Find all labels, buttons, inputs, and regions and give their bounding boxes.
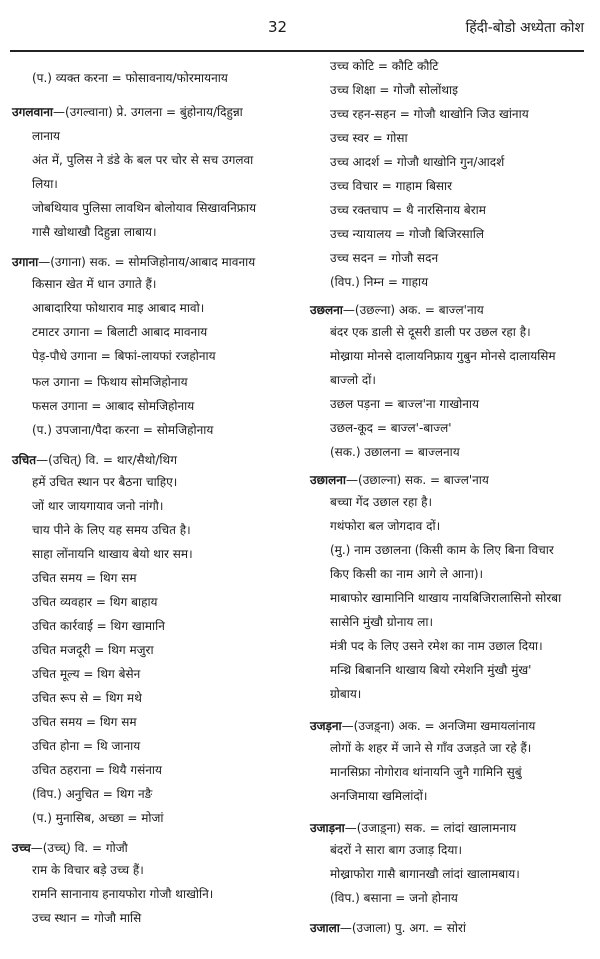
entry-text: लानाय <box>32 129 60 143</box>
entry-line <box>310 250 438 266</box>
entry-headword-line <box>12 104 243 120</box>
entry-line <box>310 82 458 98</box>
entry-line <box>12 738 140 754</box>
entry-line <box>12 810 164 826</box>
headword: उजाला <box>310 921 340 935</box>
entry-line <box>310 226 484 242</box>
entry-text: मोख्राफोरा गासै बागानखौ लांदां खालामबाय। <box>330 867 520 881</box>
entry-text: उच्च स्वर = गोसा <box>330 131 408 145</box>
entry-text: किसान खेत में धान उगाते हैं। <box>32 277 157 291</box>
entry-text: (मु.) नाम उछालना (किसी काम के लिए बिना विचार <box>330 543 554 557</box>
entry-text: अनजिमाया खमिलांदों। <box>330 789 428 803</box>
entry-text: मन्थ्रि बिबाननि थाखाय बियो रमेशनि मुंखौ मुंख' <box>330 663 532 677</box>
header-rule <box>10 50 584 52</box>
entry-line <box>12 690 142 706</box>
entry-text: (प.) उपजाना/पैदा करना = सोमजिहोनाय <box>32 423 214 437</box>
entry-text: —(उछल्ना) अक. = बाज्ल'नाय <box>342 303 484 317</box>
entry-text: उचित समय = थिग सम <box>32 715 137 729</box>
entry-text: —(उजाड़्ना) सक. = लांदां खालामनाय <box>344 821 517 835</box>
entry-headword-line <box>310 718 535 734</box>
entry-line <box>310 348 556 364</box>
headword: उगलवाना <box>12 105 54 119</box>
entry-line <box>310 638 543 654</box>
entry-text: राम के विचार बड़े उच्च हैं। <box>32 863 144 877</box>
entry-line <box>12 498 163 514</box>
entry-line <box>310 58 438 74</box>
entry-line <box>310 842 462 858</box>
entry-line <box>310 420 452 436</box>
entry-line <box>12 276 156 292</box>
entry-text: हमें उचित स्थान पर बैठना चाहिए। <box>32 475 178 489</box>
entry-text: —(उछाल्ना) सक. = बाज्ल'नाय <box>346 473 489 487</box>
entry-line <box>310 518 440 534</box>
entry-text: उच्च कोटि = कौटि कौटि <box>330 59 439 73</box>
entry-line <box>310 764 522 780</box>
entry-text: टमाटर उगाना = बिलाटी आबाद मावनाय <box>32 325 208 339</box>
entry-text: —(उजड़्ना) अक. = अनजिमा खमायलांनाय <box>341 719 536 733</box>
entry-text: पेड़-पौधे उगाना = बिफां-लायफां रजहोनाय <box>32 349 216 363</box>
entry-text: फल उगाना = फिथाय सोमजिहोनाय <box>32 375 188 389</box>
entry-text: (विप.) अनुचित = थिग नङै <box>32 787 153 801</box>
entry-line <box>310 686 361 702</box>
entry-line <box>310 590 561 606</box>
entry-text: मानसिफ्रा नोगोराव थांनायनि जुनै गामिनि सुबुं <box>330 765 522 779</box>
book-title: हिंदी-बोडो अध्येता कोश <box>465 20 584 36</box>
headword: उजड़ना <box>310 719 342 733</box>
entry-text: रामनि सानानाय हनायफोरा गोजौ थाखोनि। <box>32 887 214 901</box>
entry-line <box>12 70 228 86</box>
entry-line <box>12 348 216 364</box>
entry-text: साहा लोंनायनि थाखाय बेयो थार सम। <box>32 547 193 561</box>
entry-text: —(उजाला) पु. अग. = सोरां <box>339 921 466 935</box>
entry-text: उच्च रक्तचाप = थै नारसिनाय बेराम <box>330 203 486 217</box>
entry-line <box>310 324 531 340</box>
entry-line <box>310 154 504 170</box>
entry-text: —(उच्च्) वि. = गोजौ <box>30 841 128 855</box>
entry-line <box>310 494 432 510</box>
entry-text: उच्च शिक्षा = गोजौ सोलोंथाइ <box>330 83 459 97</box>
entry-line <box>310 614 433 630</box>
entry-text: उच्च आदर्श = गोजौ थाखोनि गुन/आदर्श <box>330 155 505 169</box>
entry-line <box>12 200 256 216</box>
entry-text: अंत में, पुलिस ने डंडे के बल पर चोर से सच उगलवा <box>32 153 254 167</box>
headword: उच्च <box>12 841 31 855</box>
entry-text: (विप.) बसाना = जनो होनाय <box>330 891 458 905</box>
entry-line <box>310 372 376 388</box>
entry-text: —(उगाना) सक. = सोमजिहोनाय/आबाद मावनाय <box>38 255 256 269</box>
headword: उगाना <box>12 255 39 269</box>
entry-text: उच्च विचार = गाहाम बिसार <box>330 179 453 193</box>
entry-text: बाज्लो दों। <box>330 373 376 387</box>
entry-text: उचित समय = थिग सम <box>32 571 137 585</box>
entry-text: उच्च न्यायालय = गोजौ बिजिरसालि <box>330 227 485 241</box>
entry-line <box>12 546 193 562</box>
entry-headword-line <box>310 302 484 318</box>
headword: उजाड़ना <box>310 821 345 835</box>
entry-text: उचित होना = थि जानाय <box>32 739 141 753</box>
entry-line <box>310 866 520 882</box>
entry-line <box>12 128 60 144</box>
headword: उछालना <box>310 473 347 487</box>
entry-text: बंदरों ने सारा बाग उजाड़ दिया। <box>330 843 463 857</box>
entry-line <box>12 594 158 610</box>
entry-text: गथंफोरा बल जोगदाव दों। <box>330 519 441 533</box>
entry-line <box>310 130 408 146</box>
entry-text: चाय पीने के लिए यह समय उचित है। <box>32 523 191 537</box>
entry-text: उचित रूप से = थिग मथे <box>32 691 142 705</box>
entry-headword-line <box>310 820 516 836</box>
entry-line <box>12 152 253 168</box>
entry-line <box>12 224 157 240</box>
entry-text: मोख्राया मोनसे दालायनिफ्राय गुबुन मोनसे दालायसिम <box>330 349 556 363</box>
entry-headword-line <box>310 920 466 936</box>
entry-line <box>12 862 144 878</box>
entry-headword-line <box>12 254 255 270</box>
entry-text: (सक.) उछालना = बाज्लनाय <box>330 445 460 459</box>
headword: उछलना <box>310 303 343 317</box>
entry-line <box>12 786 152 802</box>
entry-text: ग्रोबाय। <box>330 687 362 701</box>
entry-text: किए किसी का नाम आगे ले आना)। <box>330 567 484 581</box>
entry-line <box>12 374 188 390</box>
entry-line <box>310 396 479 412</box>
entry-text: फसल उगाना = आबाद सोमजिहोनाय <box>32 399 195 413</box>
entry-line <box>12 910 141 926</box>
entry-line <box>12 300 204 316</box>
entry-line <box>310 740 531 756</box>
entry-text: आबादारिया फोथाराव माइ आबाद मावो। <box>32 301 205 315</box>
entry-text: उचित व्यवहार = थिग बाहाय <box>32 595 158 609</box>
entry-line <box>310 106 529 122</box>
entry-text: सासेनि मुंखौ ग्रोनाय ला। <box>330 615 434 629</box>
entry-text: उचित कार्रवाई = थिग खामानि <box>32 619 165 633</box>
entry-text: बच्चा गेंद उछाल रहा है। <box>330 495 433 509</box>
page-header <box>0 0 600 50</box>
entry-text: लोगों के शहर में जाने से गाँव उजड़ते जा रहे हैं। <box>330 741 532 755</box>
entry-text: उच्च स्थान = गोजौ मासि <box>32 911 142 925</box>
entry-line <box>310 566 483 582</box>
entry-line <box>310 542 554 558</box>
entry-text: बंदर एक डाली से दूसरी डाली पर उछल रहा है। <box>330 325 531 339</box>
entry-line <box>12 398 194 414</box>
entry-line <box>310 444 460 460</box>
entry-text: माबाफोर खामानिनि थाखाय नायबिजिरालासिनो सोरबा <box>330 591 562 605</box>
entry-line <box>310 662 531 678</box>
entry-line <box>12 474 177 490</box>
entry-line <box>12 522 191 538</box>
entry-line <box>12 176 58 192</box>
entry-text: (प.) मुनासिब, अच्छा = मोजां <box>32 811 164 825</box>
entry-text: गासै खोथाखौ दिहुन्ना लाबाय। <box>32 225 157 239</box>
entry-text: उचित मूल्य = थिग बेसेन <box>32 667 141 681</box>
entry-line <box>12 422 213 438</box>
entry-text: उचित मजदूरी = थिग मजुरा <box>32 643 154 657</box>
entry-line <box>12 570 137 586</box>
entry-text: उच्च रहन-सहन = गोजौ थाखोनि जिउ खांनाय <box>330 107 529 121</box>
entry-text: उचित ठहराना = थियै गसंनाय <box>32 763 162 777</box>
entry-text: जोबथियाव पुलिसा लावथिन बोलोयाव सिखावनिफ्राय <box>32 201 257 215</box>
entry-line <box>310 890 458 906</box>
entry-line <box>12 618 165 634</box>
headword: उचित <box>12 453 37 467</box>
entry-text: —(उगल्वाना) प्रे. उगलना = बुंहोनाय/दिहुन्ना <box>53 105 243 119</box>
entry-text: (प.) व्यक्त करना = फोसावनाय/फोरमायनाय <box>32 71 228 85</box>
entry-text: मंत्री पद के लिए उसने रमेश का नाम उछाल दिया। <box>330 639 543 653</box>
entry-line <box>12 666 140 682</box>
entry-text: (विप.) निम्न = गाहाय <box>330 275 429 289</box>
entry-line <box>310 788 427 804</box>
entry-line <box>12 324 207 340</box>
entry-text: लिया। <box>32 177 58 191</box>
entry-text: उच्च सदन = गोजौ सदन <box>330 251 439 265</box>
entry-headword-line <box>310 472 489 488</box>
entry-line <box>12 886 213 902</box>
entry-text: उछल पड़ना = बाज्ल'ना गाखोनाय <box>330 397 479 411</box>
entry-headword-line <box>12 840 128 856</box>
page-number: 32 <box>268 18 288 36</box>
entry-line <box>310 274 428 290</box>
entry-line <box>12 642 154 658</box>
entry-headword-line <box>12 452 177 468</box>
entry-line <box>12 714 137 730</box>
entry-line <box>310 202 486 218</box>
entry-text: जों थार जायगायाव जनो नांगौ। <box>32 499 164 513</box>
entry-text: —(उचित्) वि. = थार/सैथो/थिग <box>36 453 177 467</box>
entry-text: उछल-कूद = बाज्ल'-बाज्ल' <box>330 421 452 435</box>
entry-line <box>310 178 452 194</box>
entry-line <box>12 762 162 778</box>
